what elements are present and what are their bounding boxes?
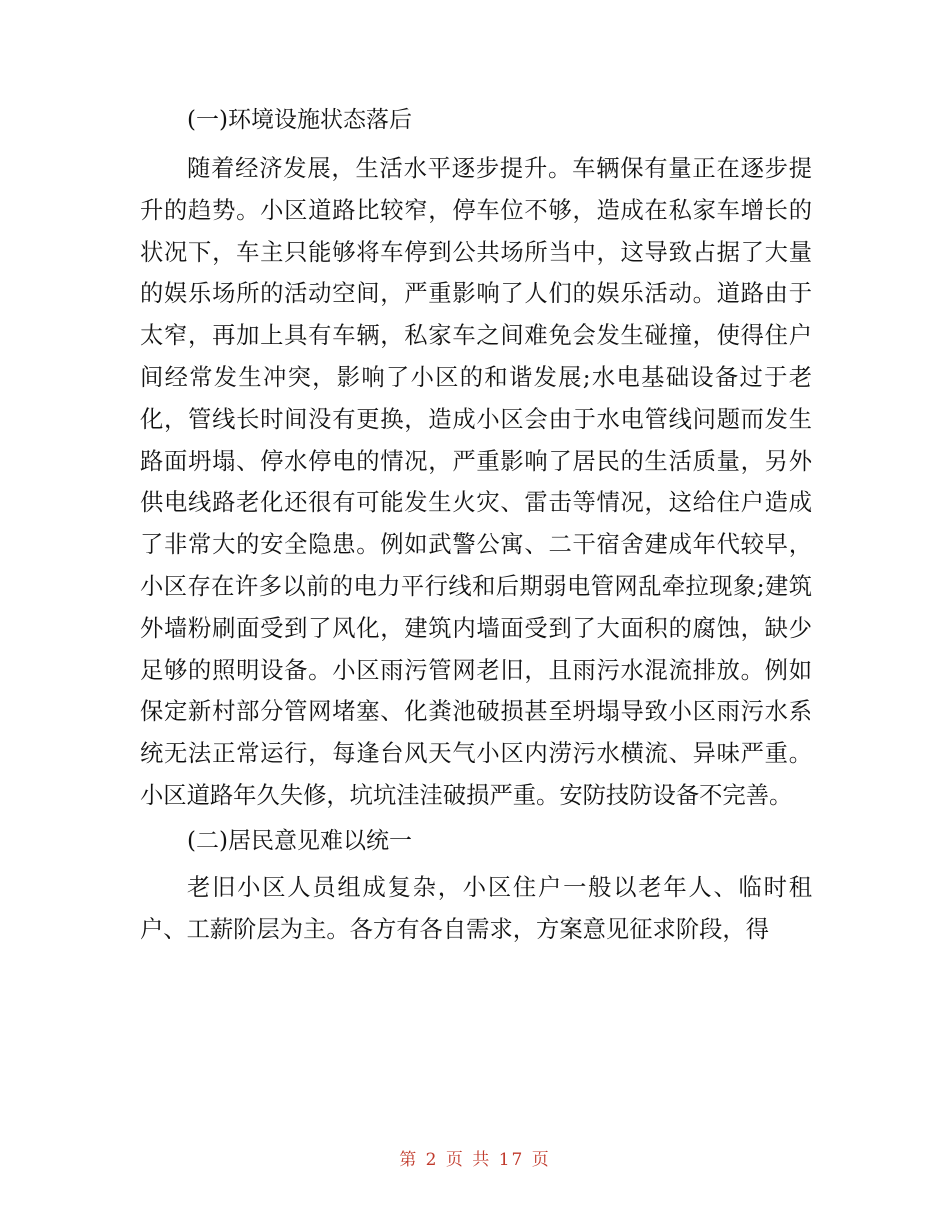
section-heading-residents: (二)居民意见难以统一 — [187, 827, 412, 854]
document-body — [140, 98, 812, 950]
section-paragraph-environment: 随着经济发展，生活水平逐步提升。车辆保有量正在逐步提升的趋势。小区道路比较窄，停车位不够，造成在私家车增长的状况下，车主只能够将车停到公共场所当中，这导致占据了大量的娱乐场所的活动空间，严重影响了人们的娱乐活动。道路由于太窄，再加上具有车辆，私家车之间难免会发生碰撞，使得住户间经常发生冲突，影响了小区的和谐发展;水电基础设备过于老化，管线长时间没有更换，造成小区会由于水电管线问题而发生路面坍塌、停水停电的情况，严重影响了居民的生活质量，另外供电线路老化还很有可能发生火灾、雷击等情况，这给住户造成了非常大的安全隐患。例如武警公寓、二干宿舍建成年代较早，小区存在许多以前的电力平行线和后期弱电管网乱牵拉现象;建筑外墙粉刷面受到了风化，建筑内墙面受到了大面积的腐蚀，缺少足够的照明设备。小区雨污管网老旧，且雨污水混流排放。例如保定新村部分管网堵塞、化粪池破损甚至坍塌导致小区雨污水系统无法正常运行，每逢台风天气小区内涝污水横流、异味严重。小区道路年久失修，坑坑洼洼破损严重。安防技防设备不完善。 — [140, 155, 812, 809]
section-heading-environment: (一)环境设施状态落后 — [187, 107, 412, 133]
section-paragraph-residents: 老旧小区人员组成复杂，小区住户一般以老年人、临时租户、工薪阶层为主。各方有各自需求，方案意见征求阶段，得 — [140, 873, 812, 943]
page-number-footer: 第 2 页 共 17 页 — [399, 1150, 551, 1170]
